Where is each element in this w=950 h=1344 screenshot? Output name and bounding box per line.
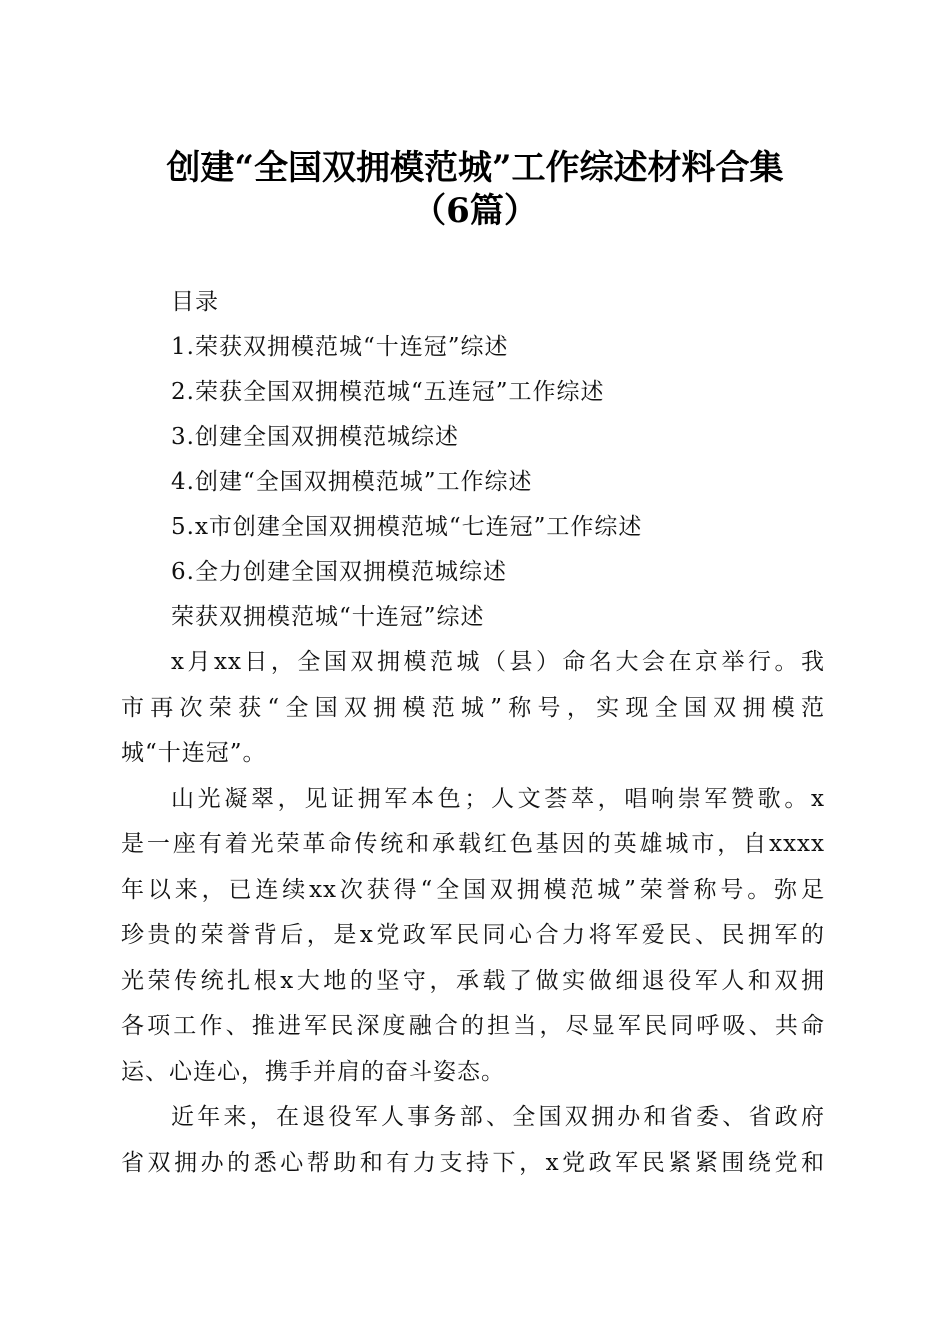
paragraph-line: 各项工作、推进军民深度融合的担当，尽显军民同呼吸、共命 (121, 1013, 825, 1039)
paragraph (121, 1095, 825, 1186)
paragraph (121, 640, 825, 777)
toc-item[interactable]: 4.创建“全国双拥模范城”工作综述 (171, 469, 533, 495)
section-heading: 荣获双拥模范城“十连冠”综述 (171, 604, 485, 630)
toc-item[interactable]: 3.创建全国双拥模范城综述 (171, 424, 459, 450)
toc-item[interactable]: 6.全力创建全国双拥模范城综述 (171, 559, 507, 585)
paragraph-line: 近年来，在退役军人事务部、全国双拥办和省委、省政府 (171, 1104, 825, 1130)
document-title: 创建“全国双拥模范城”工作综述材料合集 (166, 148, 784, 188)
toc-item[interactable]: 1.荣获双拥模范城“十连冠”综述 (171, 334, 509, 360)
toc-heading: 目录 (171, 289, 219, 315)
paragraph-line: 珍贵的荣誉背后，是x党政军民同心合力将军爱民、民拥军的 (121, 922, 825, 948)
paragraph-line: 年以来，已连续xx次获得“全国双拥模范城”荣誉称号。弥足 (121, 876, 825, 903)
document-body (121, 280, 825, 1186)
paragraph-line: 光荣传统扎根x大地的坚守，承载了做实做细退役军人和双拥 (121, 967, 825, 994)
toc-item[interactable]: 5.x市创建全国双拥模范城“七连冠”工作综述 (171, 514, 643, 540)
toc-item[interactable]: 2.荣获全国双拥模范城“五连冠”工作综述 (171, 379, 605, 405)
document-subtitle: （6篇） (412, 191, 538, 231)
paragraph-line: 省双拥办的悉心帮助和有力支持下，x党政军民紧紧围绕党和 (121, 1149, 825, 1176)
paragraph-line: 市再次荣获“全国双拥模范城”称号，实现全国双拥模范 (121, 694, 825, 721)
paragraph-line: x月xx日，全国双拥模范城（县）命名大会在京举行。我 (171, 649, 825, 675)
paragraph (121, 777, 825, 1096)
paragraph-line: 是一座有着光荣革命传统和承载红色基因的英雄城市，自xxxx (121, 831, 825, 857)
paragraph-line: 运、心连心，携手并肩的奋斗姿态。 (121, 1058, 505, 1085)
paragraph-line: 城“十连冠”。 (121, 740, 267, 766)
paragraph-line: 山光凝翠，见证拥军本色；人文荟萃，唱响崇军赞歌。x (171, 785, 825, 812)
